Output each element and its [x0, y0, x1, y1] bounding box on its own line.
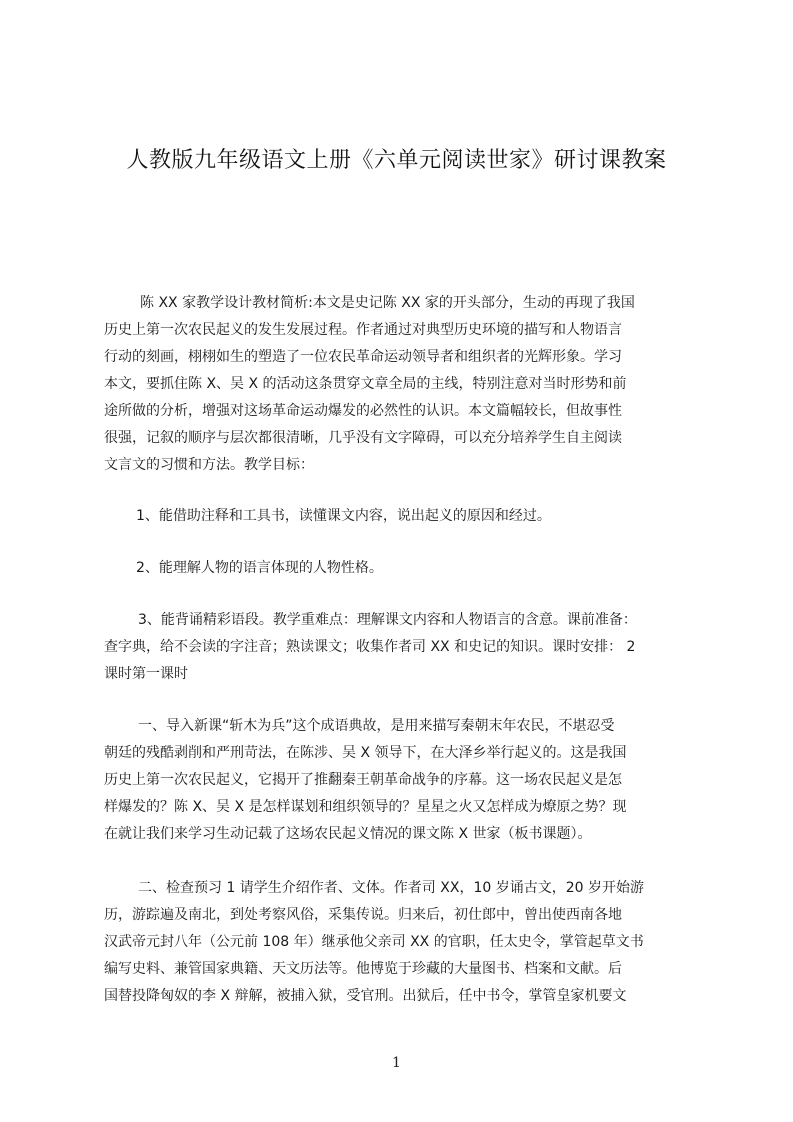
section-preview-line: 历，游踪遍及南北，到处考察风俗，采集传说。归来后，初仕郎中，曾出使西南各地 [104, 907, 622, 923]
paragraph-1-line: 文言文的习惯和方法。教学目标： [104, 457, 314, 473]
paragraph-1-line: 历史上第一次农民起义的发生发展过程。作者通过对典型历史环境的描写和人物语言 [104, 322, 622, 338]
goal-item-3-line: 3、能背诵精彩语段。教学重难点：理解课文内容和人物语言的含意。课前准备： [138, 612, 637, 628]
paragraph-1-line: 行动的刻画，栩栩如生的塑造了一位农民革命运动领导者和组织者的光辉形象。学习 [104, 349, 622, 365]
paragraph-1-line: 陈 XX 家教学设计教材简析:本文是史记陈 XX 家的开头部分，生动的再现了我国 [140, 295, 635, 311]
goal-item-3-line: 查字典，给不会读的字注音；熟读课文；收集作者司 XX 和史记的知识。课时安排： 2 [104, 639, 636, 655]
goal-item-3-line: 课时第一课时 [104, 666, 188, 682]
section-preview-line: 汉武帝元封八年（公元前 108 年）继承他父亲司 XX 的官职，任太史令，掌管起草文书 [104, 934, 644, 950]
section-preview-line: 编写史料、兼管国家典籍、天文历法等。他博览于珍藏的大量图书、档案和文献。后 [104, 961, 622, 977]
paragraph-1-line: 途所做的分析，增强对这场革命运动爆发的必然性的认识。本文篇幅较长，但故事性 [104, 403, 622, 419]
paragraph-1-line: 很强，记叙的顺序与层次都很清晰，几乎没有文字障碍，可以充分培养学生自主阅读 [104, 430, 622, 446]
section-preview-line: 国替投降匈奴的李 X 辩解，被捕入狱，受官刑。出狱后，任中书令，掌管皇家机要文 [104, 988, 627, 1004]
section-intro-line: 样爆发的？陈 X、吴 X 是怎样谋划和组织领导的？星星之火又怎样成为燎原之势？现 [104, 799, 627, 815]
section-intro-line: 朝廷的残酷剥削和严刑苛法，在陈涉、吴 X 领导下，在大泽乡举行起义的。这是我国 [104, 745, 627, 761]
section-preview-line: 二、检查预习 1 请学生介绍作者、文体。作者司 XX，10 岁诵古文，20 岁开始游 [138, 880, 644, 896]
goal-item-2: 2、能理解人物的语言体现的人物性格。 [136, 560, 383, 576]
paragraph-1-line: 本文，要抓住陈 X、吴 X 的活动这条贯穿文章全局的主线，特别注意对当时形势和前 [104, 376, 627, 392]
document-title: 人教版九年级语文上册《六单元阅读世家》研讨课教案 [126, 148, 667, 173]
section-intro-line: 一、导入新课“斩木为兵”这个成语典故，是用来描写秦朝末年农民，不堪忍受 [138, 718, 615, 734]
goal-item-1: 1、能借助注释和工具书，读懂课文内容，说出起义的原因和经过。 [136, 508, 551, 524]
page-number: 1 [392, 1055, 401, 1071]
section-intro-line: 在就让我们来学习生动记载了这场农民起义情况的课文陈 X 世家（板书课题）。 [104, 826, 592, 842]
section-intro-line: 历史上第一次农民起义，它揭开了推翻秦王朝革命战争的序幕。这一场农民起义是怎 [104, 772, 622, 788]
